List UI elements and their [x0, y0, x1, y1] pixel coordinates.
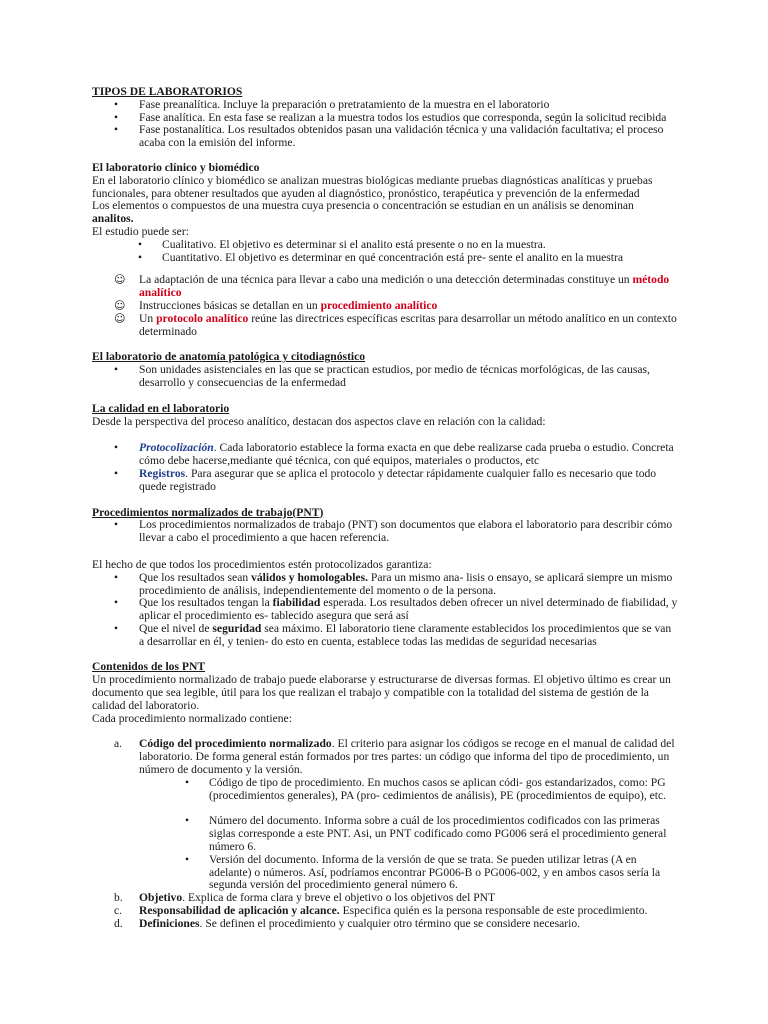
smiley-icon: ☺ — [114, 298, 126, 312]
smiley-icon: ☺ — [114, 273, 126, 287]
heading-tipos: TIPOS DE LABORATORIOS — [92, 85, 243, 98]
list-item: • Los procedimientos normalizados de trabajo (PNT) son documentos que elabora el laboratorio para describir cómo llevar a cabo el procedimiento a que hacen referencia. — [114, 518, 673, 545]
list-item: • Fase preanalítica. Incluye la preparación o pretratamiento de la muestra en el laboratorio — [114, 97, 550, 111]
contenidos-list — [92, 738, 678, 776]
list-item: a. Código del procedimiento normalizado. El criterio para asignar los códigos se recoge en el manual de calidad del laboratorio. De forma general están formados por tres partes: un código que informa del tipo de procedimiento, un número de documento y la versión. — [114, 737, 675, 777]
paragraph: Desde la perspectiva del proceso analítico, destacan dos aspectos clave en relación con la calidad: — [92, 414, 546, 428]
pnt-list — [92, 519, 678, 545]
list-item: • Cuantitativo. El objetivo es determinar en qué concentración está pre- sente el analito en la muestra — [138, 250, 623, 264]
heading-pnt: Procedimientos normalizados de trabajo(PNT) — [92, 505, 324, 519]
heading-clinico: El laboratorio clínico y biomédico — [92, 160, 260, 174]
calidad-list — [92, 442, 678, 493]
paragraph: Un procedimiento normalizado de trabajo puede elaborarse y estructurarse de diversas formas. El objetivo último es crear un documento que sea legible, útil para los que realizan el trabajo y compatible con la totalidad del sistema de gestión de la calidad del laboratorio. — [92, 673, 671, 712]
list-item: • Fase analítica. En esta fase se realizan a la muestra todos los estudios que corresponda, según la solicitud recibida — [114, 110, 667, 124]
paragraph: El estudio puede ser: — [92, 224, 189, 238]
heading-contenidos: Contenidos de los PNT — [92, 660, 206, 674]
tipos-list — [92, 99, 678, 150]
codigo-sublist — [92, 777, 678, 892]
list-item: • Que los resultados tengan la fiabilidad esperada. Los resultados deben ofrecer un nivel determinado de fiabilidad, y aplicar el procedimiento es- tablecido asegura que será así — [114, 596, 678, 623]
list-item: d. Definiciones. Se definen el procedimiento y cualquier otro término que se considere necesario. — [114, 916, 581, 930]
paragraph: En el laboratorio clínico y biomédico se analizan muestras biológicas mediante pruebas diagnósticas analíticas y pruebas funcionales, para obtener resultados que ayuden al diagnóstico, pronóstico, terapéutica y prevención de la enfermedad — [92, 173, 653, 200]
list-item: ☺ Un protocolo analítico reúne las directrices específicas escritas para desarrollar un método analítico en un contexto determinado — [114, 311, 677, 338]
list-item: • Registros. Para asegurar que se aplica el protocolo y detectar rápidamente cualquier fallo es necesario que todo quede registrado — [114, 466, 657, 493]
estudio-list — [92, 239, 678, 265]
list-item: • Que el nivel de seguridad sea máximo. El laboratorio tiene claramente establecidos los procedimientos que se van a desarrollar en él, y tenien- do esto en cuenta, establece todas las medidas de seguridad necesarias — [114, 621, 672, 648]
list-item: • Que los resultados sean válidos y homologables. Para un mismo ana- lisis o ensayo, se aplicará siempre un mismo procedimiento de análisis, independientemente del momento o de la persona. — [114, 570, 673, 597]
list-item: ☺ La adaptación de una técnica para llevar a cabo una medición o una detección determinadas constituye un método analítico — [114, 273, 670, 300]
list-item: • Protocolización. Cada laboratorio establece la forma exacta en que debe realizarse cada prueba o estudio. Concreta cómo debe hacerse,mediante qué técnica, con qué equipos, materiales o productos, etc — [114, 441, 674, 468]
list-item: • Número del documento. Informa sobre a cuál de los procedimientos codificados con las primeras siglas corresponde a este PNT. Asi, un PNT codificado como PG006 será el procedimiento general número 6. — [185, 814, 667, 854]
list-item: • Fase postanalítica. Los resultados obtenidos pasan una validación técnica y una validación facultativa; el proceso acaba con la emisión del informe. — [114, 123, 664, 150]
contenidos-list-cont — [92, 892, 678, 930]
list-item: • Cualitativo. El objetivo es determinar si el analito está presente o no en la muestra. — [138, 237, 546, 251]
paragraph: Los elementos o compuestos de una muestra cuya presencia o concentración se estudian en un análisis se denominan analitos. — [92, 199, 634, 226]
list-item: c. Responsabilidad de aplicación y alcance. Especifica quién es la persona responsable de este procedimiento. — [114, 904, 648, 918]
paragraph: Cada procedimiento normalizado contiene: — [92, 711, 292, 725]
list-item: • Versión del documento. Informa de la versión de que se trata. Se pueden utilizar letras (A en adelante) o números. Así, podríamos encontrar PG006-B o PG006-002, y en ambos casos sería la segunda versión del procedimiento general número 6. — [185, 852, 661, 892]
list-item: • Son unidades asistenciales en las que se practican estudios, por medio de técnicas morfológicas, de las causas, desarrollo y consecuencias de la enfermedad — [114, 363, 650, 389]
heading-anatomia: El laboratorio de anatomía patológica y citodiagnóstico — [92, 350, 366, 364]
paragraph: El hecho de que todos los procedimientos estén protocolizados garantiza: — [92, 557, 432, 571]
anatomia-list — [92, 364, 678, 390]
smiley-list — [92, 274, 678, 338]
list-item: b. Objetivo. Explica de forma clara y breve el objetivo o los objetivos del PNT — [114, 891, 496, 905]
smiley-icon: ☺ — [114, 311, 126, 325]
garantiza-list — [92, 572, 678, 649]
list-item: ☺ Instrucciones básicas se detallan en un procedimiento analítico — [114, 298, 438, 312]
heading-calidad: La calidad en el laboratorio — [92, 401, 230, 415]
list-item: • Código de tipo de procedimiento. En muchos casos se aplican códi- gos estandarizados, como: PG (procedimientos generales), PA (pro- cedimientos de análisis), PE (procedimientos de equipo), etc. — [185, 775, 667, 802]
